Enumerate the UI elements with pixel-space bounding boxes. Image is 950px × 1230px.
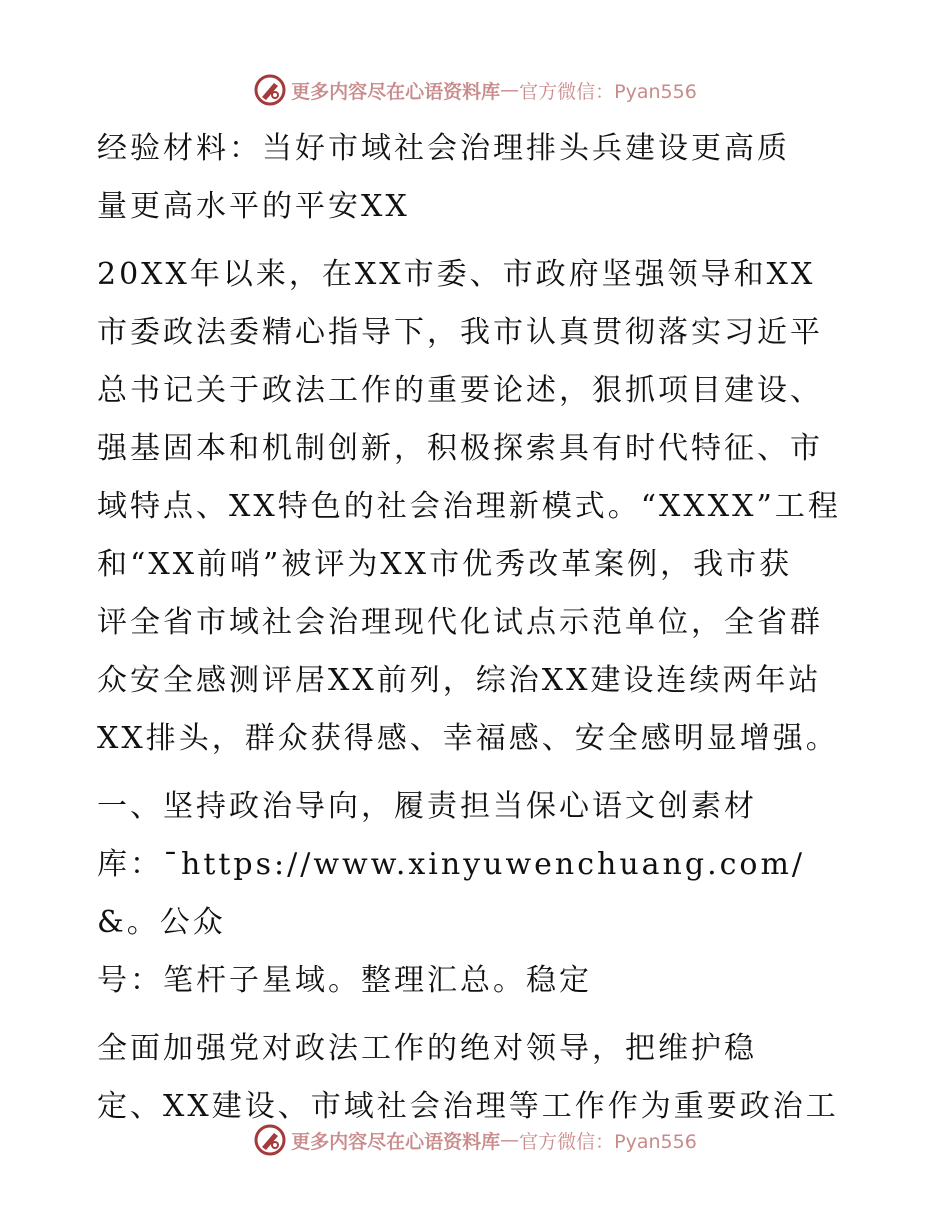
footer-banner	[0, 1120, 950, 1160]
document-body	[97, 120, 867, 1144]
banner-text: 更多内容尽在心语资料库	[291, 80, 501, 103]
paragraph: 20XX年以来，在XX市委、市政府坚强领导和XX 市委政法委精心指导下，我市认真贯彻落实习近平 总书记关于政法工作的重要论述，狠抓项目建设、 强基固本和机制创新，积极探索具有时代特征、市 域特点、XX特色的社会治理新模式。“XXXX”工程 和“XX前哨”被评为XX市优秀改革案例，我市获 评全省市域社会治理现代化试点示范单位，全省群 众安全感测评居XX前列，综治XX建设连续两年站 XX排头，群众获得感、幸福感、安全感明显增强。	[97, 257, 841, 756]
banner-contact: 官方微信：Pyan556	[519, 1130, 697, 1153]
banner-contact: 官方微信：Pyan556	[519, 80, 697, 103]
paragraph: 全面加强党对政法工作的绝对领导，把维护稳 定、XX建设、市域社会治理等工作作为重要政治工	[97, 1031, 839, 1124]
banner-text: 更多内容尽在心语资料库	[291, 1130, 501, 1153]
header-banner	[0, 70, 950, 110]
banner-separator: —	[500, 1129, 520, 1151]
document-title: 经验材料：当好市域社会治理排头兵建设更高质 量更高水平的平安XX	[97, 131, 790, 224]
section-heading: 一、坚持政治导向，履责担当保心语文创素材 库：¯https://www.xinyuwenchuang.com/&。公众 号：笔杆子星域。整理汇总。稳定	[97, 789, 806, 998]
logo-icon	[253, 1123, 287, 1157]
banner-separator: —	[500, 79, 520, 101]
logo-icon	[253, 73, 287, 107]
